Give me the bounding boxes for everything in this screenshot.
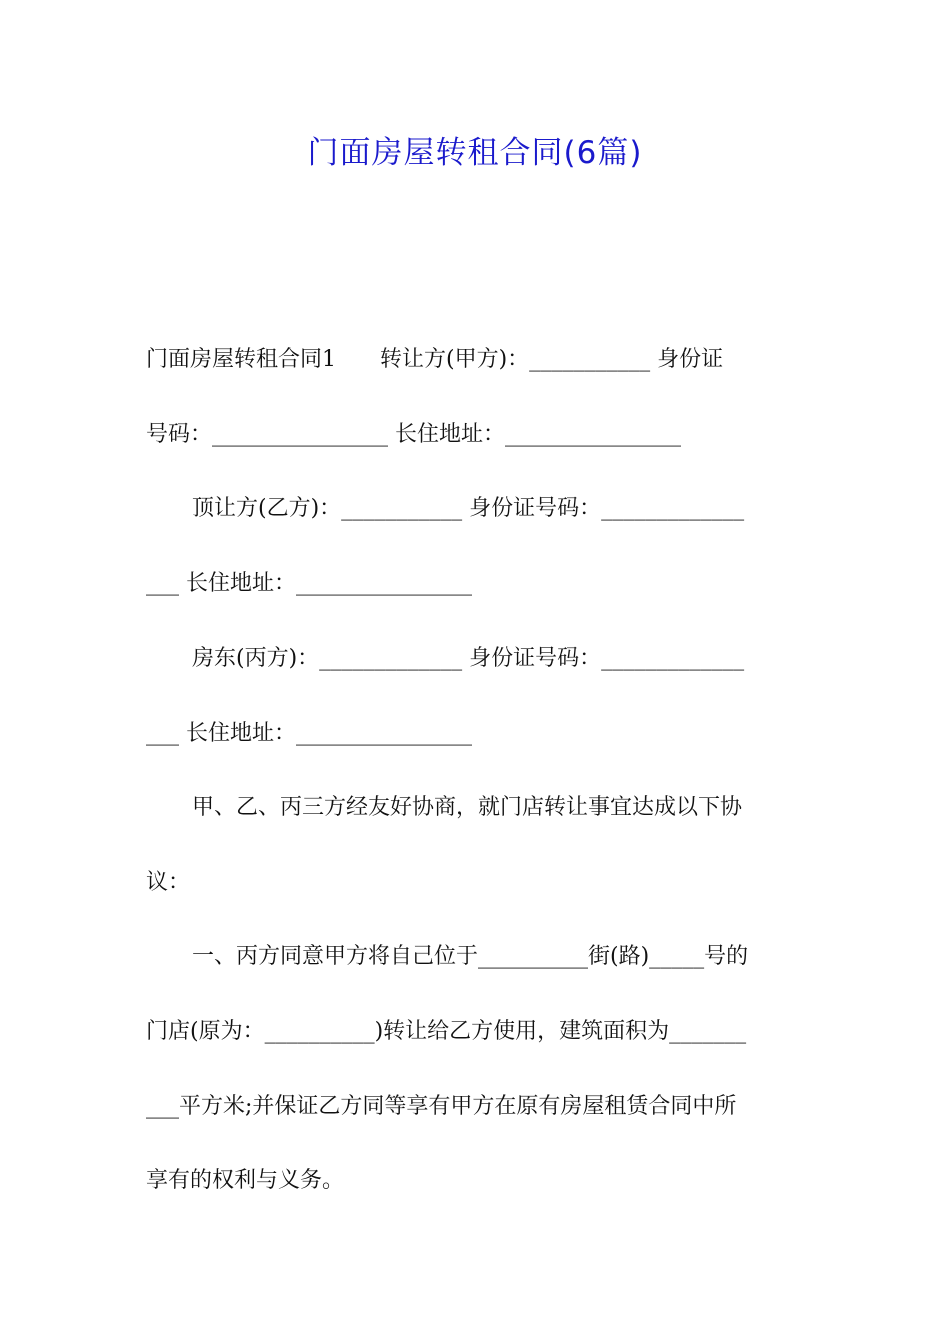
- text-line-4: ___ 长住地址：________________: [146, 571, 472, 596]
- text-line-9: 一、丙方同意甲方将自己位于__________街(路)_____号的: [192, 944, 749, 969]
- text-line-10: 门店(原为：__________)转让给乙方使用，建筑面积为_______: [146, 1019, 747, 1044]
- text-line-12: 享有的权利与义务。: [146, 1168, 345, 1193]
- text-line-1: 门面房屋转租合同1 转让方(甲方)：___________ 身份证: [146, 347, 724, 372]
- text-line-11: ___平方米;并保证乙方同等享有甲方在原有房屋租赁合同中所: [146, 1094, 737, 1119]
- document-title: 门面房屋转租合同(6篇): [307, 135, 643, 171]
- text-line-7: 甲、乙、丙三方经友好协商，就门店转让事宜达成以下协: [192, 795, 743, 820]
- text-line-5: 房东(丙方)：_____________ 身份证号码：_____________: [192, 646, 745, 671]
- text-line-2: 号码：________________ 长住地址：________________: [146, 422, 681, 447]
- text-line-3: 顶让方(乙方)：___________ 身份证号码：_____________: [192, 496, 745, 521]
- text-line-8: 议：: [146, 870, 191, 895]
- text-line-6: ___ 长住地址：________________: [146, 721, 472, 746]
